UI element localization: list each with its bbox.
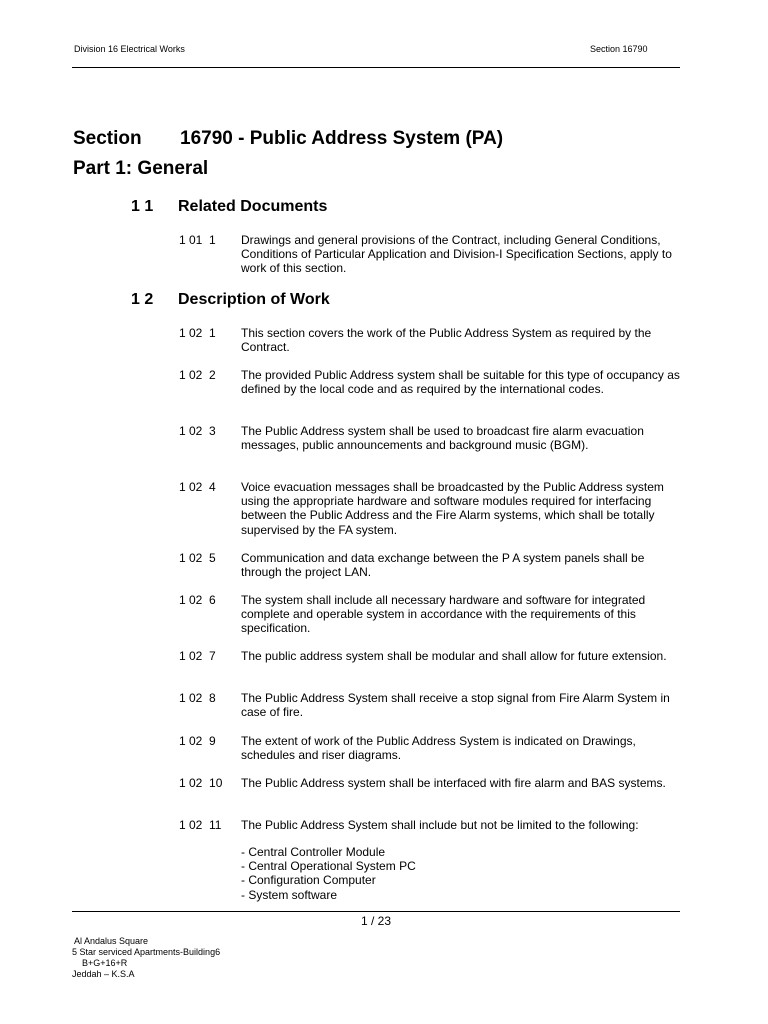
header-rule — [72, 67, 680, 68]
clause-text: Voice evacuation messages shall be broadcasted by the Public Address system using the appropriate hardware and software modules required for interfacing between the Public Address and the Fire Alarm systems, which shall be totally supervised by the FA system. — [241, 480, 664, 537]
subsection-title: Related Documents — [178, 198, 328, 215]
list-item: - System software — [241, 887, 338, 902]
clause-text: The Public Address System shall include but not be limited to the following: — [241, 818, 639, 832]
clause-text: The Public Address system shall be interfaced with fire alarm and BAS systems. — [241, 776, 666, 790]
footer-line: Jeddah – K.S.A — [72, 969, 135, 979]
footer-line: Al Andalus Square — [72, 936, 149, 946]
clause-number: 1 02 9 — [179, 734, 216, 748]
clause-number: 1 02 6 — [179, 593, 216, 607]
footer-rule — [72, 911, 680, 912]
footer-line: 5 Star serviced Apartments-Building6 — [72, 947, 221, 957]
header-left-text: Division 16 Electrical Works — [74, 44, 185, 54]
clause-text: The system shall include all necessary hardware and software for integrated complete and operable system in accordance with the requirements of this specification. — [241, 593, 646, 636]
clause-number: 1 01 1 — [179, 233, 216, 247]
clause-number: 1 02 11 — [179, 818, 222, 832]
clause-text: Drawings and general provisions of the Contract, including General Conditions, Conditions of Particular Application and Division-I Specification Sections, apply to work of this section. — [241, 233, 672, 276]
section-label: Section — [73, 128, 142, 149]
subsection-number: 1 1 — [131, 198, 154, 215]
subsection-title: Description of Work — [178, 291, 330, 308]
clause-number: 1 02 8 — [179, 691, 216, 705]
clause-number: 1 02 1 — [179, 326, 216, 340]
clause-text: The Public Address System shall receive a stop signal from Fire Alarm System in case of fire. — [241, 691, 670, 720]
clause-text: The provided Public Address system shall be suitable for this type of occupancy as defined by the local code and as required by the international codes. — [241, 368, 680, 397]
page-number: 1 / 23 — [360, 914, 392, 928]
section-title — [73, 128, 503, 150]
clause-number: 1 02 3 — [179, 424, 216, 438]
footer-address — [72, 936, 220, 980]
list-item: - Central Operational System PC — [241, 859, 416, 874]
clause-number: 1 02 5 — [179, 551, 216, 565]
section-title-text: 16790 - Public Address System (PA) — [180, 128, 504, 149]
subsection-number: 1 2 — [131, 291, 154, 308]
clause-text: Communication and data exchange between the P A system panels shall be through the project LAN. — [241, 551, 645, 580]
clause-number: 1 02 2 — [179, 368, 216, 382]
clause-number: 1 02 4 — [179, 480, 216, 494]
clause-text: The public address system shall be modular and shall allow for future extension. — [241, 649, 667, 663]
component-list — [241, 845, 416, 902]
list-item: - Central Controller Module — [241, 845, 386, 859]
clause-text: The extent of work of the Public Address System is indicated on Drawings, schedules and riser diagrams. — [241, 734, 636, 763]
header-right-text: Section 16790 — [590, 44, 648, 54]
footer-line: B+G+16+R — [72, 958, 128, 968]
part-heading: Part 1: General — [73, 158, 209, 179]
clause-number: 1 02 7 — [179, 649, 216, 663]
clause-text: The Public Address system shall be used to broadcast fire alarm evacuation messages, public announcements and background music (BGM). — [241, 424, 644, 453]
list-item: - Configuration Computer — [241, 873, 376, 888]
clause-text: This section covers the work of the Public Address System as required by the Contract. — [241, 326, 652, 355]
clause-number: 1 02 10 — [179, 776, 223, 790]
